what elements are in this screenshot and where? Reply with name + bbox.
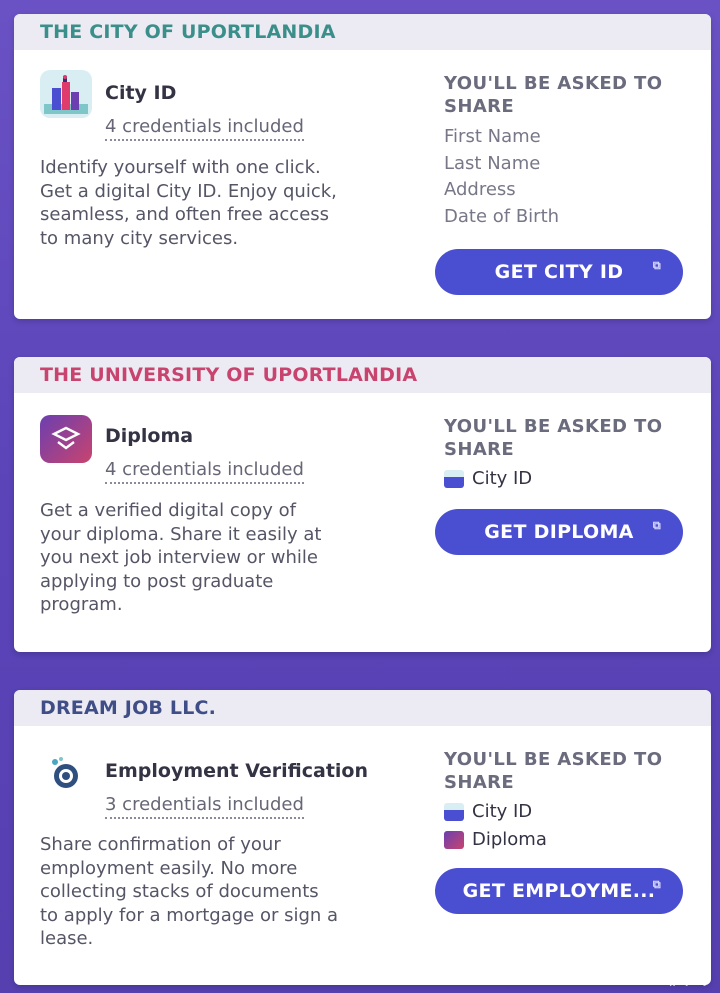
share-item-city-id [444,798,694,826]
credentials-count[interactable]: 3 credentials included [105,793,304,819]
credential-title: City ID [105,82,177,104]
share-list [444,465,694,493]
card-city-id [14,14,711,319]
credential-description [40,833,400,951]
share-item-date-of-birth: Date of Birth [444,205,560,227]
description-line: to many city services. [40,227,239,249]
credential-title: Employment Verification [105,760,369,782]
button-label: GET DIPLOMA [484,521,634,543]
description-line: program. [40,594,123,615]
description-line: Get a digital City ID. Enjoy quick, [40,180,337,202]
button-label: GET EMPLOYME... [462,880,656,902]
credential-description [40,499,400,617]
button-label: GET CITY ID [494,261,624,283]
share-heading-line: YOU'LL BE ASKED TO [444,416,663,437]
share-item-label: City ID [472,468,533,489]
org-header [14,14,711,50]
description-line: collecting stacks of documents [40,881,319,902]
share-requirements [444,415,694,493]
diploma-icon [444,831,464,849]
share-item-last-name: Last Name [444,152,541,174]
org-header [14,357,711,393]
share-heading [444,72,694,118]
get-diploma-button[interactable] [435,509,683,555]
city-building-icon [40,70,92,118]
share-list [444,124,694,230]
org-name: DREAM JOB LLC. [40,697,217,719]
description-line: to apply for a mortgage or sign a [40,904,339,926]
description-line: Identify yourself with one click. [40,157,321,178]
org-name: THE CITY OF UPORTLANDIA [40,21,336,43]
employment-eye-icon [40,750,92,798]
external-link-icon: ⧉ [652,519,661,532]
share-list [444,798,694,854]
description-line: you next job interview or while [40,547,319,568]
share-item-label: City ID [472,801,533,822]
city-building-icon [444,803,464,821]
get-city-id-button[interactable] [435,249,683,295]
share-item-first-name: First Name [444,126,541,147]
share-heading-line: SHARE [444,772,515,793]
org-header [14,690,711,726]
share-heading-line: YOU'LL BE ASKED TO [444,749,663,770]
description-line: applying to post graduate [40,570,274,592]
description-line: Share confirmation of your [40,834,281,855]
description-line: lease. [40,928,94,949]
share-item-diploma [444,826,694,854]
share-heading-line: SHARE [444,96,515,117]
description-line: your diploma. Share it easily at [40,523,322,545]
credentials-count[interactable]: 4 credentials included [105,458,304,484]
external-link-icon: ⧉ [652,259,661,272]
watermark: 非小号 [664,970,710,988]
city-building-icon [444,470,464,488]
card-diploma [14,357,711,652]
diploma-icon [40,415,92,463]
card-employment-verification [14,690,711,985]
description-line: employment easily. No more [40,857,298,879]
share-item-address: Address [444,179,516,200]
share-requirements [444,748,694,854]
credential-title: Diploma [105,425,194,447]
description-line: seamless, and often free access [40,204,330,225]
credentials-count[interactable]: 4 credentials included [105,115,304,141]
share-requirements [444,72,694,230]
get-employment-verification-button[interactable] [435,868,683,914]
share-heading-line: YOU'LL BE ASKED TO [444,73,663,94]
share-heading [444,415,694,461]
share-heading [444,748,694,794]
share-heading-line: SHARE [444,439,515,460]
credential-description [40,156,400,250]
description-line: Get a verified digital copy of [40,500,296,521]
share-item-label: Diploma [472,829,547,850]
org-name: THE UNIVERSITY OF UPORTLANDIA [40,364,418,386]
external-link-icon: ⧉ [652,878,661,891]
share-item-city-id [444,465,694,493]
